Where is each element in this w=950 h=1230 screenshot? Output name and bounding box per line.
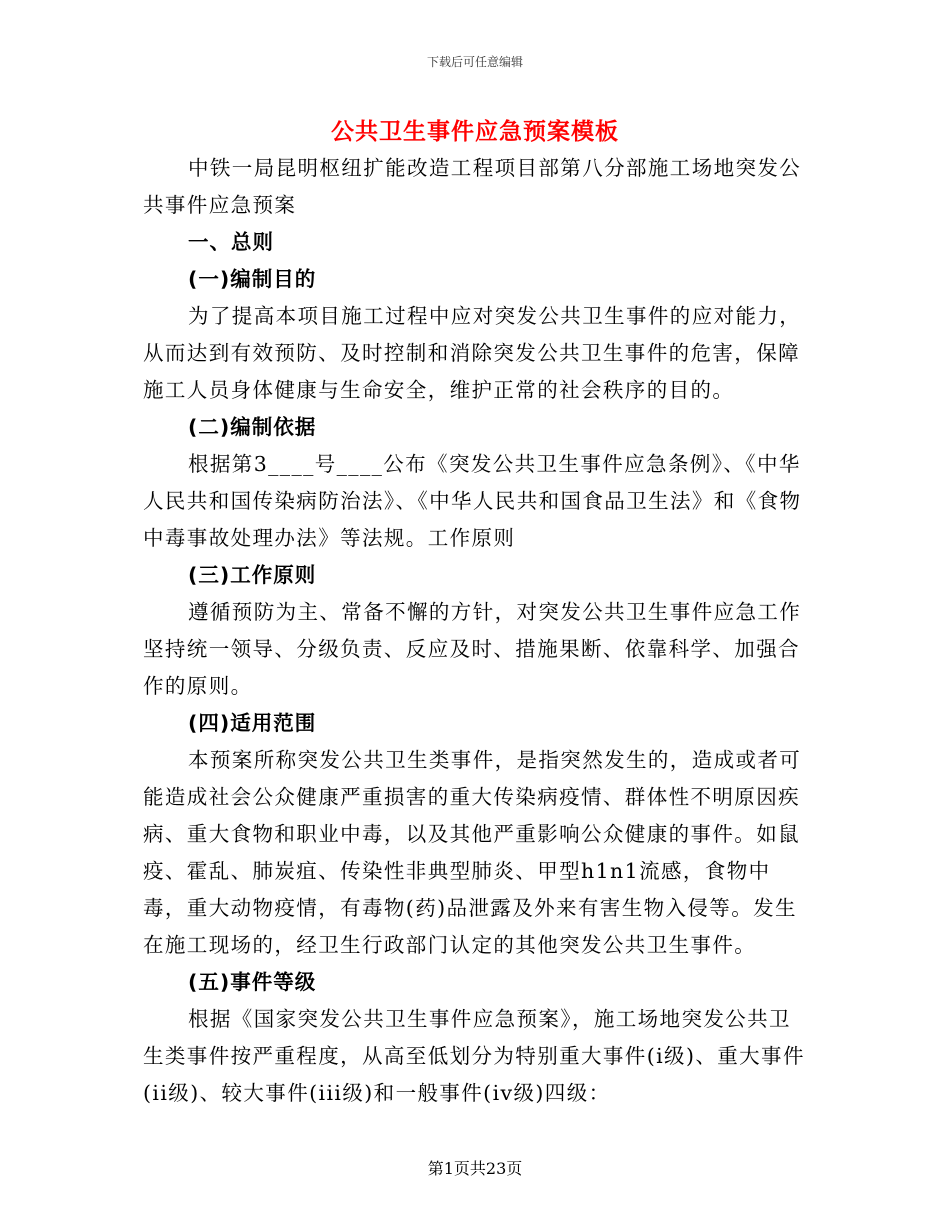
paragraph-principle: 遵循预防为主、常备不懈的方针，对突发公共卫生事件应急工作坚持统一领导、分级负责、反应及时、措施果断、依靠科学、加强合作的原则。 <box>143 600 802 698</box>
subheading-basis: (二)编制依据 <box>188 415 317 439</box>
section-heading-general: 一、总则 <box>188 230 274 254</box>
page-number: 第1页共23页 <box>427 1159 523 1178</box>
subheading-scope: (四)适用范围 <box>188 711 317 735</box>
paragraph-basis: 根据第3____号____公布《突发公共卫生事件应急条例》、《中华人民共和国传染病防治法》、《中华人民共和国食品卫生法》和《食物中毒事故处理办法》等法规。工作原则 <box>143 452 802 550</box>
document-body <box>143 150 810 1112</box>
paragraph-scope: 本预案所称突发公共卫生类事件，是指突然发生的，造成或者可能造成社会公众健康严重损害的重大传染病疫情、群体性不明原因疾病、重大食物和职业中毒，以及其他严重影响公众健康的事件。如鼠疫、霍乱、肺炭疽、传染性非典型肺炎、甲型h1n1流感，食物中毒，重大动物疫情，有毒物(药)品泄露及外来有害生物入侵等。发生在施工现场的，经卫生行政部门认定的其他突发公共卫生事件。 <box>143 748 802 957</box>
page-header: 下载后可任意编辑 <box>426 55 523 69</box>
paragraph-level: 根据《国家突发公共卫生事件应急预案》，施工场地突发公共卫生类事件按严重程度，从高至低划分为特别重大事件(i级)、重大事件(ii级)、较大事件(iii级)和一般事件(iv级)四级： <box>143 1007 805 1105</box>
intro-paragraph: 中铁一局昆明枢纽扩能改造工程项目部第八分部施工场地突发公共事件应急预案 <box>143 156 802 217</box>
subheading-principle: (三)工作原则 <box>188 563 317 587</box>
subheading-purpose: (一)编制目的 <box>188 267 317 291</box>
paragraph-purpose: 为了提高本项目施工过程中应对突发公共卫生事件的应对能力，从而达到有效预防、及时控制和消除突发公共卫生事件的危害，保障施工人员身体健康与生命安全，维护正常的社会秩序的目的。 <box>143 304 802 402</box>
document-title: 公共卫生事件应急预案模板 <box>331 119 619 145</box>
subheading-level: (五)事件等级 <box>188 970 317 994</box>
